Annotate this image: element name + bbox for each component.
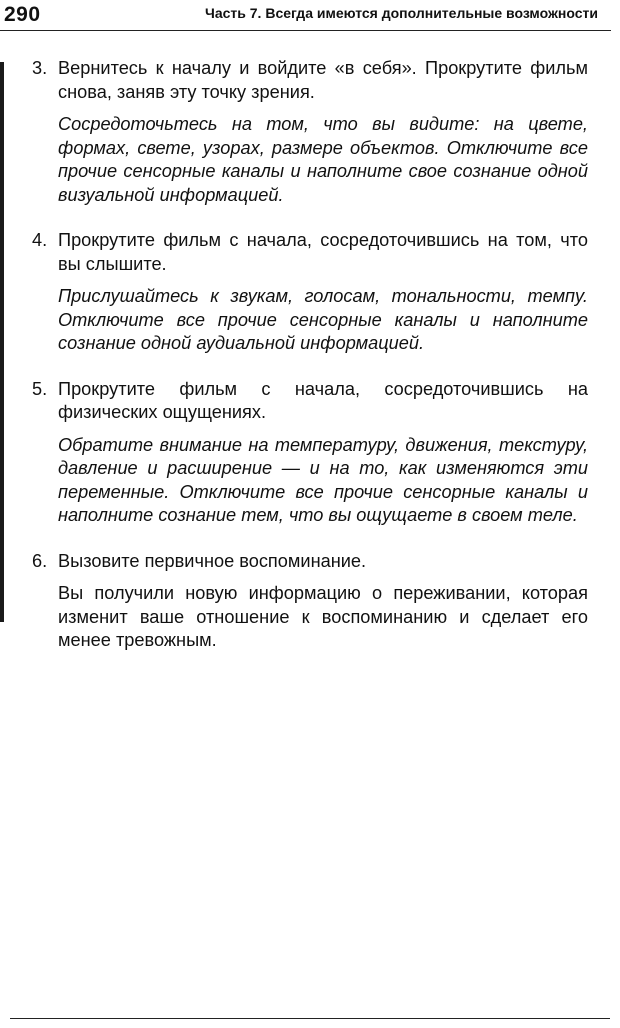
step-number: 3. [32, 58, 48, 78]
step-instruction [32, 229, 588, 276]
page-number: 290 [4, 3, 41, 26]
page-body [32, 57, 588, 675]
step-note: Обратите внимание на температуру, движения, текстуру, давление и расширение — и на то, как изменяются эти переменные. Отключите все прочие сенсорные каналы и наполните сознание тем, что вы ощущаете в своем теле. [58, 434, 588, 525]
step-instruction [32, 378, 588, 425]
step-text: Прокрутите фильм с начала, сосредоточившись на физических ощущениях. [58, 378, 588, 422]
running-title: Часть 7. Всегда имеются дополнительные возможности [205, 5, 598, 21]
step-6 [32, 550, 588, 653]
footer-divider [10, 1018, 610, 1019]
step-text: Прокрутите фильм с начала, сосредоточившись на том, что вы слышите. [58, 230, 588, 274]
step-text: Вызовите первичное воспоминание. [58, 550, 367, 571]
step-note: Прислушайтесь к звукам, голосам, тональности, темпу. Отключите все прочие сенсорные каналы и наполните сознание одной аудиальной информацией. [58, 286, 588, 353]
header-divider [0, 30, 611, 31]
step-number: 6. [32, 550, 48, 571]
step-text: Вернитесь к началу и войдите «в себя». Прокрутите фильм снова, заняв эту точку зрения. [58, 58, 588, 102]
step-instruction [32, 57, 588, 104]
step-5 [32, 378, 588, 528]
margin-bar [0, 62, 4, 622]
step-instruction [32, 550, 588, 574]
step-number: 5. [32, 378, 48, 399]
step-4 [32, 229, 588, 356]
step-note: Сосредоточьтесь на том, что вы видите: на цвете, формах, свете, узорах, размере объектов. Отключите все прочие сенсорные каналы и наполните свое сознание одной визуальной информацией. [58, 114, 588, 205]
step-note: Вы получили новую информацию о переживании, которая изменит ваше отношение к воспоминанию и сделает его менее тревожным. [58, 583, 588, 650]
step-number: 4. [32, 230, 48, 250]
step-3 [32, 57, 588, 207]
